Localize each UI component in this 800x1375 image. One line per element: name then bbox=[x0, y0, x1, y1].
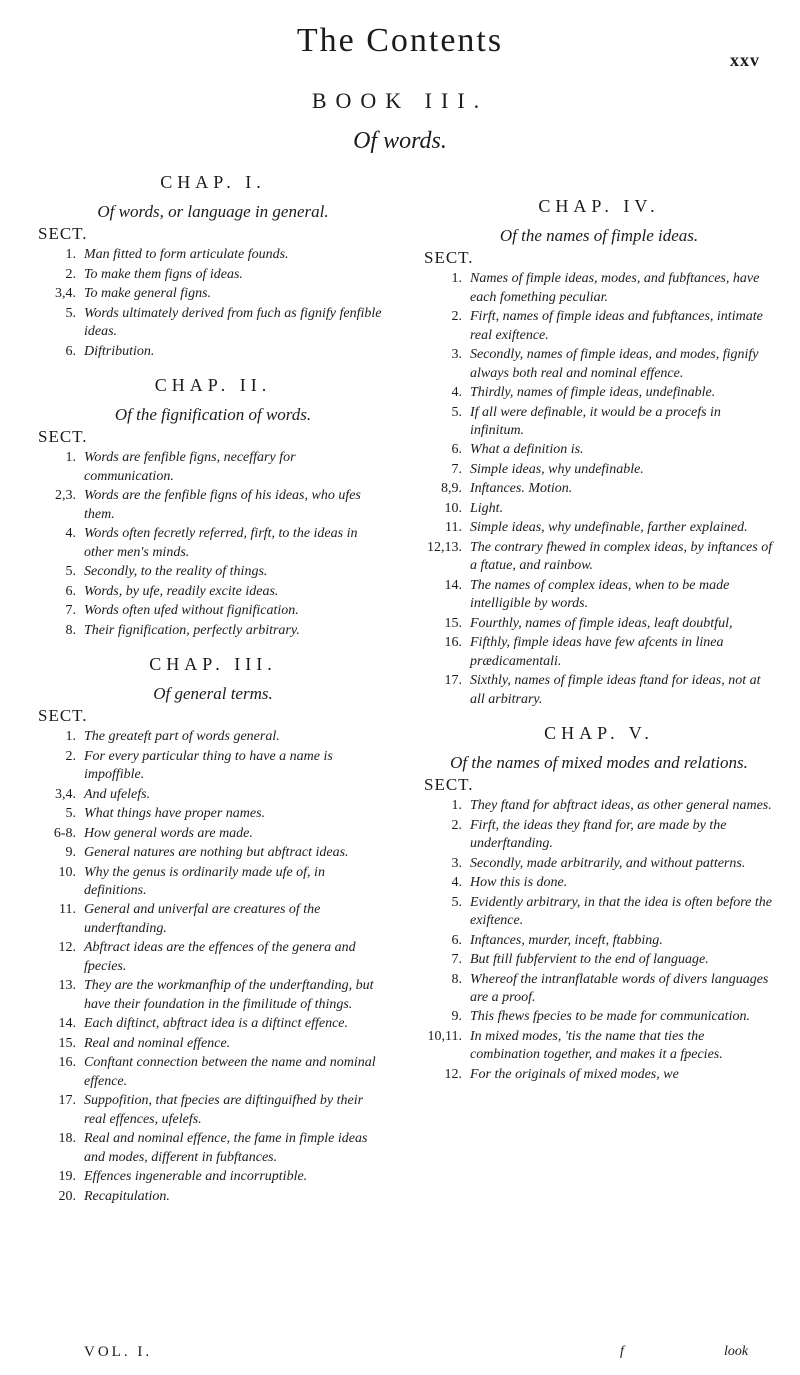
section-text: The contrary fhewed in complex ideas, by inftances of a ftatue, and rainbow. bbox=[470, 539, 773, 574]
section-entry bbox=[424, 270, 774, 307]
section-entry bbox=[38, 449, 388, 486]
section-number: 12. bbox=[58, 940, 76, 956]
section-number: 8. bbox=[65, 622, 76, 638]
section-number: 1. bbox=[65, 450, 76, 466]
section-entry bbox=[424, 519, 774, 537]
chapter-heading: CHAP. IV. bbox=[538, 196, 660, 216]
chapter-title: Of the names of mixed modes and relations. bbox=[450, 753, 748, 773]
section-entry bbox=[424, 855, 774, 873]
chapter-title: Of general terms. bbox=[153, 684, 273, 703]
section-entry bbox=[38, 266, 388, 284]
book-subtitle: Of words. bbox=[353, 128, 447, 154]
section-entry bbox=[38, 728, 388, 746]
section-number: 6. bbox=[65, 343, 76, 359]
section-entry bbox=[424, 634, 774, 671]
section-text: Recapitulation. bbox=[84, 1188, 170, 1204]
section-text: Words ultimately derived from fuch as fignify fenfible ideas. bbox=[84, 305, 382, 340]
catchword: look bbox=[724, 1344, 749, 1359]
section-label: SECT. bbox=[38, 706, 88, 726]
section-entry bbox=[38, 1188, 388, 1206]
section-list bbox=[38, 728, 388, 1206]
section-entry bbox=[38, 246, 388, 264]
section-number: 13. bbox=[58, 978, 76, 994]
section-entry bbox=[38, 622, 388, 640]
section-entry bbox=[38, 1054, 388, 1091]
section-entry bbox=[38, 583, 388, 601]
section-text: To make general figns. bbox=[84, 286, 212, 302]
section-text: Firft, the ideas they ftand for, are made by the underftanding. bbox=[470, 817, 727, 852]
section-list bbox=[38, 246, 388, 361]
section-entry bbox=[38, 825, 388, 843]
section-number: 1. bbox=[451, 798, 462, 814]
section-number: 5. bbox=[65, 806, 76, 822]
section-text: Firft, names of fimple ideas and fubftances, intimate real exiftence. bbox=[470, 309, 763, 343]
chapter-block bbox=[38, 654, 388, 1206]
section-number: 18. bbox=[58, 1131, 76, 1147]
section-text: Each diftinct, abftract idea is a diftinct effence. bbox=[84, 1016, 348, 1032]
section-number: 15. bbox=[444, 615, 462, 631]
section-number: 2. bbox=[451, 309, 462, 325]
section-number: 5. bbox=[451, 404, 462, 420]
section-text: Their fignification, perfectly arbitrary. bbox=[84, 622, 300, 638]
section-entry bbox=[424, 441, 774, 459]
section-text: They ftand for abftract ideas, as other general names. bbox=[470, 798, 772, 814]
section-text: Man fitted to form articulate founds. bbox=[84, 247, 289, 263]
section-text: Why the genus is ordinarily made ufe of, in definitions. bbox=[84, 864, 325, 898]
section-number: 10. bbox=[444, 500, 462, 516]
section-number: 7. bbox=[451, 952, 462, 968]
section-number: 2. bbox=[65, 748, 76, 764]
section-number: 16. bbox=[58, 1055, 76, 1071]
section-number: 14. bbox=[58, 1016, 76, 1032]
section-number: 1. bbox=[65, 729, 76, 745]
section-entry bbox=[424, 404, 774, 441]
section-entry bbox=[424, 817, 774, 854]
section-text: If all were definable, it would be a procefs in infinitum. bbox=[470, 404, 721, 438]
section-number: 5. bbox=[451, 894, 462, 910]
section-entry bbox=[424, 932, 774, 950]
section-text: Suppofition, that fpecies are diftinguifhed by their real effences, ufelefs. bbox=[84, 1093, 364, 1127]
section-text: Diftribution. bbox=[84, 343, 155, 359]
section-entry bbox=[38, 305, 388, 342]
section-text: Words often fecretly referred, firft, to the ideas in other men's minds. bbox=[84, 526, 358, 560]
section-entry bbox=[424, 1008, 774, 1026]
chapter-title: Of the fignification of words. bbox=[114, 405, 312, 425]
section-text: This fhews fpecies to be made for communication. bbox=[470, 1009, 750, 1025]
section-text: Evidently arbitrary, in that the idea is often before the exiftence. bbox=[470, 894, 772, 929]
section-entry bbox=[38, 602, 388, 620]
section-number: 2. bbox=[451, 817, 462, 833]
section-number: 6. bbox=[451, 442, 462, 458]
section-entry bbox=[424, 894, 774, 931]
chapter-block bbox=[424, 723, 774, 1084]
section-text: Abftract ideas are the effences of the genera and fpecies. bbox=[84, 940, 356, 974]
section-label: SECT. bbox=[424, 775, 474, 795]
section-text: Words are fenfible figns, neceffary for communication. bbox=[84, 450, 296, 484]
section-text: Words, by ufe, readily excite ideas. bbox=[84, 583, 279, 599]
section-number: 3,4. bbox=[55, 286, 76, 302]
section-text: For the originals of mixed modes, we bbox=[470, 1066, 679, 1082]
section-entry bbox=[38, 901, 388, 938]
section-entry bbox=[424, 1066, 774, 1084]
section-number: 1. bbox=[65, 247, 76, 263]
section-text: For every particular thing to have a name is impoffible. bbox=[84, 748, 333, 783]
section-number: 2,3. bbox=[55, 488, 76, 504]
section-number: 6. bbox=[451, 932, 462, 948]
section-text: Conftant connection between the name and nominal effence. bbox=[84, 1055, 376, 1089]
chapter-block bbox=[38, 375, 388, 640]
section-number: 12. bbox=[444, 1066, 462, 1082]
section-entry bbox=[38, 1015, 388, 1033]
section-entry bbox=[38, 1035, 388, 1053]
section-text: Sixthly, names of fimple ideas ftand for ideas, not at all arbitrary. bbox=[470, 673, 761, 707]
section-number: 3. bbox=[451, 855, 462, 871]
section-number: 6-8. bbox=[53, 825, 76, 841]
section-number: 3. bbox=[451, 347, 462, 363]
section-text: The names of complex ideas, when to be made intelligible by words. bbox=[470, 577, 730, 612]
chapter-block bbox=[38, 172, 388, 361]
section-text: Simple ideas, why undefinable, farther explained. bbox=[470, 520, 748, 536]
section-entry bbox=[38, 563, 388, 581]
chapter-heading: CHAP. I. bbox=[160, 172, 266, 192]
section-text: Fourthly, names of fimple ideas, leaft doubtful, bbox=[470, 615, 733, 631]
section-entry bbox=[38, 1092, 388, 1129]
section-text: Words are the fenfible figns of his ideas, who ufes them. bbox=[84, 488, 361, 522]
right-column bbox=[424, 196, 774, 1098]
section-entry bbox=[424, 480, 774, 498]
section-entry bbox=[38, 285, 388, 303]
section-number: 1. bbox=[451, 271, 462, 287]
section-number: 19. bbox=[58, 1169, 76, 1185]
section-number: 9. bbox=[65, 845, 76, 861]
section-text: Light. bbox=[470, 500, 504, 516]
section-text: Names of fimple ideas, modes, and fubftances, have each fomething peculiar. bbox=[470, 271, 760, 305]
section-entry bbox=[38, 1168, 388, 1186]
section-entry bbox=[424, 1028, 774, 1065]
section-number: 6. bbox=[65, 583, 76, 599]
section-number: 8,9. bbox=[441, 481, 462, 497]
section-text: Effences ingenerable and incorruptible. bbox=[84, 1169, 308, 1185]
section-number: 4. bbox=[451, 875, 462, 891]
section-text: To make them figns of ideas. bbox=[84, 266, 243, 282]
section-text: But ftill fubfervient to the end of language. bbox=[470, 952, 709, 968]
section-text: And ufelefs. bbox=[84, 786, 151, 802]
section-number: 12,13. bbox=[427, 539, 462, 555]
section-text: Simple ideas, why undefinable. bbox=[470, 461, 644, 477]
chapter-title: Of words, or language in general. bbox=[97, 202, 329, 221]
section-number: 4. bbox=[65, 526, 76, 542]
section-number: 20. bbox=[58, 1188, 76, 1204]
section-entry bbox=[38, 844, 388, 862]
volume-mark: VOL. I. bbox=[84, 1344, 153, 1360]
section-list bbox=[424, 797, 774, 1084]
section-number: 5. bbox=[65, 305, 76, 321]
section-text: They are the workmanfhip of the underftanding, but have their foundation in the fimilitude of things. bbox=[84, 978, 374, 1012]
section-number: 8. bbox=[451, 971, 462, 987]
section-entry bbox=[38, 1130, 388, 1167]
section-text: Inftances. Motion. bbox=[470, 481, 573, 497]
section-number: 10,11. bbox=[427, 1028, 462, 1044]
section-label: SECT. bbox=[424, 248, 474, 268]
section-number: 15. bbox=[58, 1035, 76, 1051]
left-column bbox=[38, 172, 388, 1220]
section-number: 2. bbox=[65, 266, 76, 282]
section-entry bbox=[38, 939, 388, 976]
section-list bbox=[424, 270, 774, 709]
section-entry bbox=[424, 971, 774, 1008]
section-text: Whereof the intranflatable words of divers languages are a proof. bbox=[470, 971, 769, 1005]
section-entry bbox=[424, 951, 774, 969]
chapter-block bbox=[424, 196, 774, 709]
section-text: General and univerfal are creatures of the underftanding. bbox=[84, 902, 321, 936]
section-number: 5. bbox=[65, 564, 76, 580]
section-number: 7. bbox=[65, 603, 76, 619]
section-number: 9. bbox=[451, 1009, 462, 1025]
section-entry bbox=[424, 346, 774, 383]
section-text: How general words are made. bbox=[84, 825, 253, 841]
book-title: BOOK III. bbox=[311, 88, 489, 113]
section-entry bbox=[424, 539, 774, 576]
section-number: 4. bbox=[451, 385, 462, 401]
section-text: Words often ufed without fignification. bbox=[84, 603, 299, 619]
section-text: Real and nominal effence. bbox=[84, 1035, 231, 1051]
chapter-heading: CHAP. II. bbox=[154, 375, 272, 396]
section-label: SECT. bbox=[38, 224, 88, 244]
section-entry bbox=[424, 500, 774, 518]
section-number: 17. bbox=[444, 673, 462, 689]
section-entry bbox=[38, 525, 388, 562]
section-entry bbox=[38, 343, 388, 361]
section-text: Real and nominal effence, the fame in fimple ideas and modes, different in fubftances. bbox=[84, 1131, 368, 1165]
section-number: 17. bbox=[58, 1093, 76, 1109]
section-number: 11. bbox=[445, 520, 462, 536]
section-entry bbox=[38, 864, 388, 901]
section-text: Secondly, to the reality of things. bbox=[84, 564, 268, 580]
section-number: 11. bbox=[59, 902, 76, 918]
section-entry bbox=[424, 308, 774, 345]
chapter-title: Of the names of fimple ideas. bbox=[499, 226, 699, 245]
section-text: The greateft part of words general. bbox=[84, 729, 280, 745]
section-text: In mixed modes, 'tis the name that ties the combination together, and makes it a fpecies. bbox=[470, 1028, 723, 1063]
section-text: Secondly, names of fimple ideas, and modes, fignify always both real and nominal effence. bbox=[470, 347, 759, 381]
section-text: Fifthly, fimple ideas have few afcents in linea prædicamentali. bbox=[470, 635, 724, 669]
section-entry bbox=[424, 577, 774, 614]
chapter-heading: CHAP. III. bbox=[149, 654, 277, 674]
section-text: Thirdly, names of fimple ideas, undefinable. bbox=[470, 385, 716, 401]
section-text: What things have proper names. bbox=[84, 806, 266, 822]
section-text: How this is done. bbox=[470, 875, 568, 891]
section-entry bbox=[424, 461, 774, 479]
running-head: The Contents bbox=[296, 22, 504, 59]
section-list bbox=[38, 449, 388, 640]
section-number: 3,4. bbox=[55, 786, 76, 802]
section-entry bbox=[38, 805, 388, 823]
section-number: 7. bbox=[451, 461, 462, 477]
section-entry bbox=[38, 487, 388, 524]
section-number: 16. bbox=[444, 635, 462, 651]
section-number: 10. bbox=[58, 864, 76, 880]
signature-mark: f bbox=[620, 1344, 624, 1359]
section-entry bbox=[424, 797, 774, 815]
section-text: Secondly, made arbitrarily, and without patterns. bbox=[470, 855, 746, 871]
section-text: What a definition is. bbox=[470, 442, 584, 458]
section-label: SECT. bbox=[38, 427, 88, 447]
section-entry bbox=[38, 977, 388, 1014]
section-entry bbox=[424, 874, 774, 892]
section-entry bbox=[38, 786, 388, 804]
section-entry bbox=[38, 748, 388, 785]
page-number: xxv bbox=[730, 50, 760, 70]
section-entry bbox=[424, 384, 774, 402]
section-entry bbox=[424, 615, 774, 633]
section-text: Inftances, murder, inceft, ftabbing. bbox=[470, 932, 663, 948]
section-entry bbox=[424, 672, 774, 709]
section-number: 14. bbox=[444, 577, 462, 593]
chapter-heading: CHAP. V. bbox=[544, 723, 654, 744]
section-text: General natures are nothing but abftract ideas. bbox=[84, 845, 349, 861]
